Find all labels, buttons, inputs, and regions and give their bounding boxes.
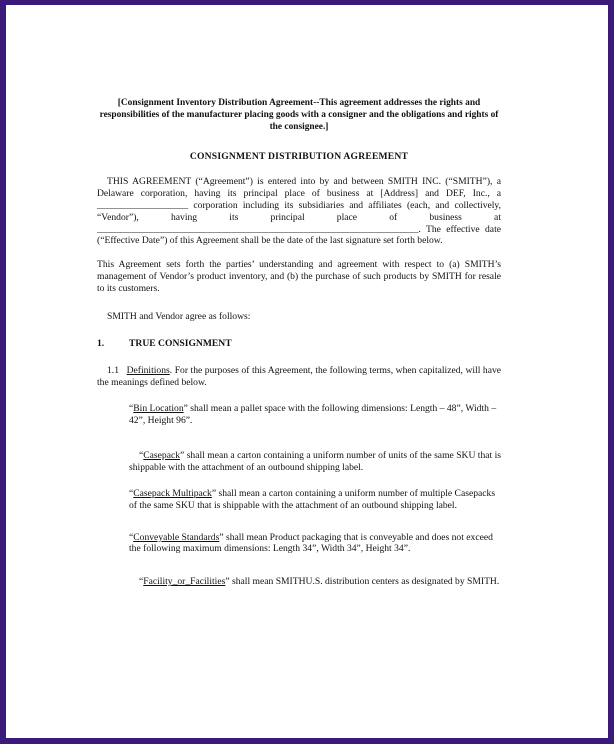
definition-item [129, 576, 501, 588]
definition-text: ” shall mean a carton containing a uniform number of units of the same SKU that is shippable with the attachment of an outbound shipping label. [129, 450, 501, 474]
subsection-text: . For the purposes of this Agreement, the following terms, when capitalized, will have the meanings defined below. [97, 365, 502, 388]
open-quote: “ [139, 450, 144, 462]
section-title: TRUE CONSIGNMENT [129, 338, 232, 350]
preamble-paragraph: THIS AGREEMENT (“Agreement”) is entered into by and between SMITH INC. (“SMITH”), a Delaware corporation, having its principal place of business at [Address] and DEF, Inc., a ___________________ corporation including its subsidiaries and affiliates (each, and collectively, “Vendor”), having its principal place of business at ___________________________________________________________________. The effective date (“Effective Date”) of this Agreement shall be the date of the last signature set forth below. [97, 176, 501, 247]
definition-text: ” shall mean Product packaging that is conveyable and does not exceed the following maximum dimensions: Length 34”, Width 34”, Height 34”. [129, 531, 493, 555]
open-quote: “ [129, 531, 134, 543]
subsection-1-1 [97, 365, 501, 389]
definition-term: Conveyable Standards [133, 531, 220, 543]
definition-term: Casepack [143, 450, 181, 462]
definition-text: ” shall mean SMITHU.S. distribution centers as designated by SMITH. [225, 576, 500, 588]
purpose-paragraph: This Agreement sets forth the parties’ understanding and agreement with respect to (a) SMITH’s management of Vendor’s product inventory, and (b) the purchase of such products by SMITH for resale to its customers. [97, 259, 501, 294]
document-page [6, 5, 608, 738]
definition-text: ” shall mean a carton containing a uniform number of multiple Casepacks of the same SKU that is shippable with the attachment of an outbound shipping label. [129, 487, 496, 511]
definition-text: ” shall mean a pallet space with the following dimensions: Length – 48”, Width – 42”, Height 96”. [129, 402, 497, 426]
open-quote: “ [129, 402, 134, 414]
definition-item [129, 488, 501, 512]
section-number: 1. [97, 338, 105, 350]
definition-term: Bin Location [133, 402, 184, 414]
definition-item [129, 403, 501, 427]
document-title: CONSIGNMENT DISTRIBUTION AGREEMENT [189, 150, 409, 162]
subsection-term: Definitions [126, 365, 170, 377]
agreement-lead-in: SMITH and Vendor agree as follows: [107, 310, 251, 322]
open-quote: “ [139, 576, 144, 588]
document-body [97, 97, 501, 588]
intro-note: [Consignment Inventory Distribution Agreement--This agreement addresses the rights and responsibilities of the manufacturer placing goods with a consigner and the obligations and rights of the consignee.] [99, 98, 499, 133]
definition-term: Facility_or_Facilities [143, 576, 226, 588]
definition-term: Casepack Multipack [133, 487, 212, 499]
open-quote: “ [129, 487, 134, 499]
definition-item [129, 450, 501, 474]
subsection-number: 1.1 [107, 365, 119, 377]
definition-item [129, 532, 501, 556]
section-1-heading [97, 338, 501, 350]
